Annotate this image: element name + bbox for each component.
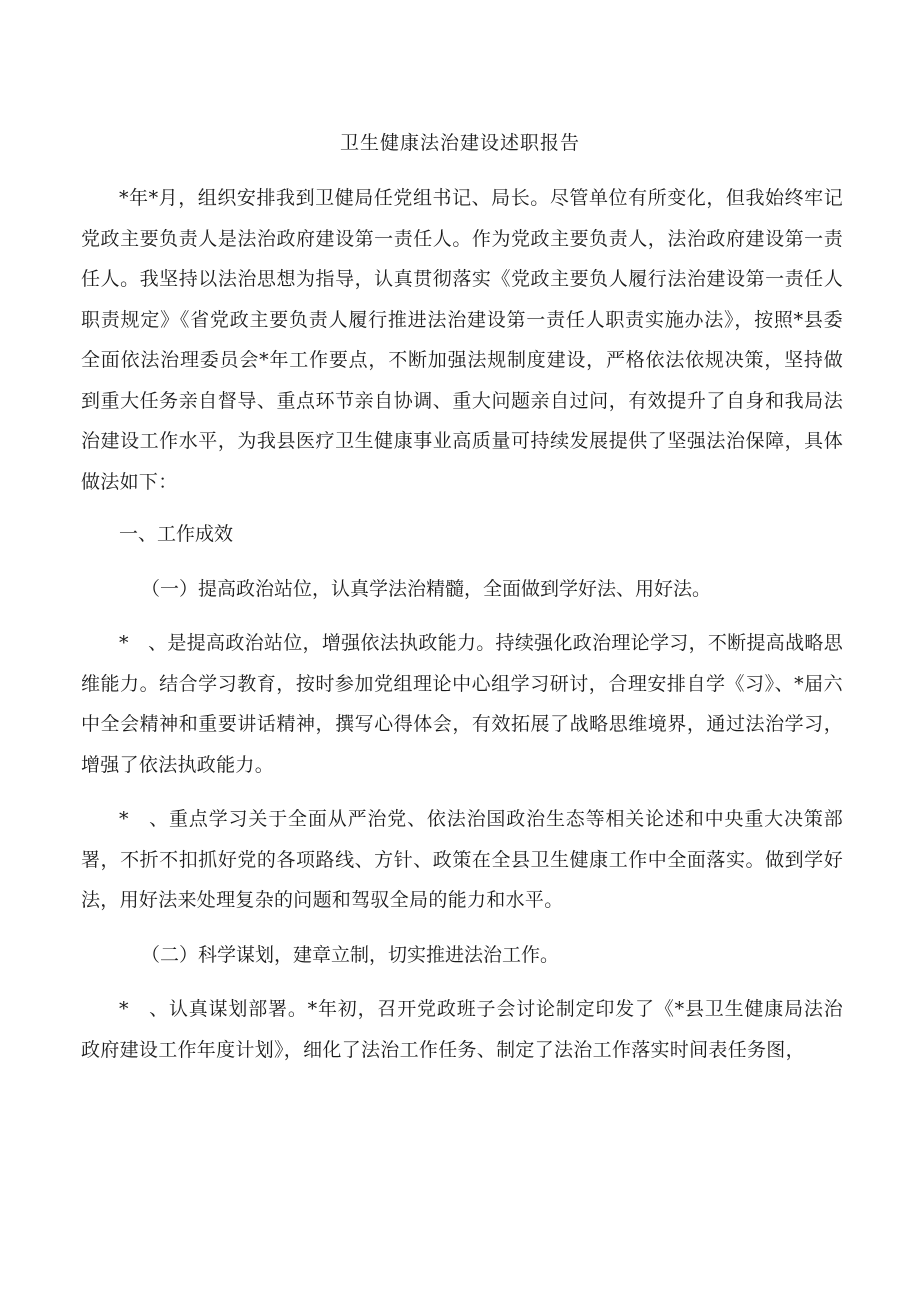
paragraph-political-stance: * 、是提高政治站位，增强依法执政能力。持续强化政治理论学习，不断提高战略思维能力。结合学习教育，按时参加党组理论中心组学习研讨，合理安排自学《习》、*届六中全会精神和重要讲话精神，撰写心得体会，有效拓展了战略思维境界，通过法治学习，增强了依法执政能力。 bbox=[81, 632, 843, 776]
paragraph-planning: * 、认真谋划部署。*年初，召开党政班子会讨论制定印发了《*县卫生健康局法治政府建设工作年度计划》，细化了法治工作任务、制定了法治工作落实时间表任务图， bbox=[81, 998, 843, 1061]
document-body bbox=[81, 178, 843, 1070]
subsection-heading-1: （一）提高政治站位，认真学法治精髓，全面做到学好法、用好法。 bbox=[141, 577, 712, 600]
intro-paragraph: *年*月，组织安排我到卫健局任党组书记、局长。尽管单位有所变化，但我始终牢记党政主要负责人是法治政府建设第一责任人。作为党政主要负责人，法治政府建设第一责任人。我坚持以法治思想为指导，认真贯彻落实《党政主要负人履行法治建设第一责任人职责规定》《省党政主要负责人履行推进法治建设第一责任人职责实施办法》，按照*县委全面依法治理委员会*年工作要点，不断加强法规制度建设，严格依法依规决策，坚持做到重大任务亲自督导、重点环节亲自协调、重大问题亲自过问，有效提升了自身和我局法治建设工作水平，为我县医疗卫生健康事业高质量可持续发展提供了坚强法治保障，具体做法如下： bbox=[81, 187, 843, 493]
paragraph-key-study: * 、重点学习关于全面从严治党、依法治国政治生态等相关论述和中央重大决策部署，不折不扣抓好党的各项路线、方针、政策在全县卫生健康工作中全面落实。做到学好法，用好法来处理复杂的问题和驾驭全局的能力和水平。 bbox=[81, 808, 843, 911]
document-title: 卫生健康法治建设述职报告 bbox=[339, 132, 580, 154]
subsection-heading-2: （二）科学谋划，建章立制，切实推进法治工作。 bbox=[141, 943, 560, 966]
section-heading-work-results: 一、工作成效 bbox=[119, 523, 234, 545]
